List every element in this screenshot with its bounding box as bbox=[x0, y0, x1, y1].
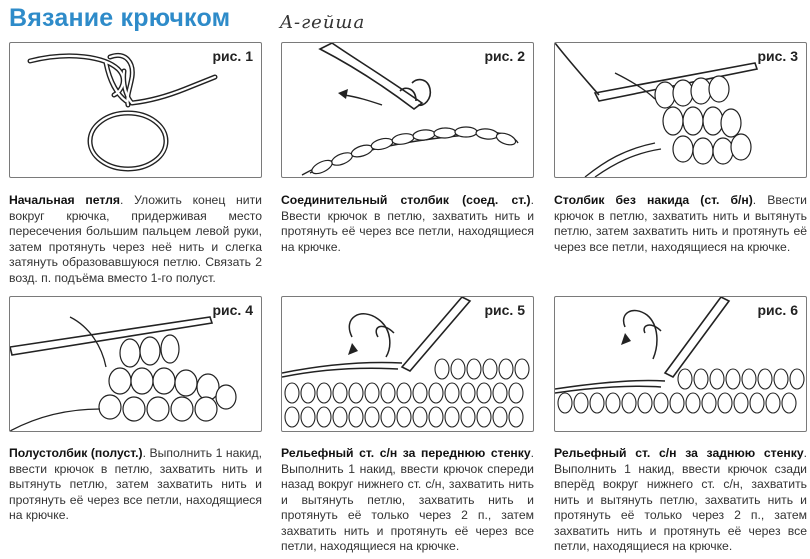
figure-2-label: рис. 2 bbox=[484, 48, 525, 64]
figure-4-label: рис. 4 bbox=[212, 302, 253, 318]
signature-watermark: A-гейша bbox=[280, 12, 366, 33]
figure-3-label: рис. 3 bbox=[757, 48, 798, 64]
figure-1-caption bbox=[9, 193, 262, 286]
figure-4-panel bbox=[9, 296, 262, 432]
figure-5-caption-text: . Выполнить 1 накид, ввести крючок спереди назад вокруг нижнего ст. с/н, захватить нить и вытянуть петлю, захватить нить и протянуть её только через 2 п., затем захватить нить и протянуть её через все петли, находящиеся на крючке. bbox=[281, 446, 534, 553]
figure-3-panel bbox=[554, 42, 807, 178]
figure-2-panel bbox=[281, 42, 534, 178]
figure-6-caption bbox=[554, 446, 807, 555]
figure-5-caption-title: Рельефный ст. с/н за переднюю стенку bbox=[281, 446, 531, 460]
figure-1-panel bbox=[9, 42, 262, 178]
figure-4-caption-text: . Выполнить 1 накид, ввести крючок в петлю, захватить нить и вытянуть петлю, затем захватить нить и протянуть её через все петли, находящиеся на крючке. bbox=[9, 446, 262, 522]
figure-6-label: рис. 6 bbox=[757, 302, 798, 318]
figure-2-caption-title: Соединительный столбик (соед. ст.) bbox=[281, 193, 531, 207]
figure-4-caption bbox=[9, 446, 262, 524]
figure-6-caption-text: . Выполнить 1 накид, ввести крючок сзади вперёд вокруг нижнего ст. с/н, захватить нить и вытянуть петлю, захватить нить и протянуть её только через 2 п., затем захватить нить и протянуть её через все петли, находящиеся на крючке. bbox=[554, 446, 807, 553]
figure-1-caption-title: Начальная петля bbox=[9, 193, 120, 207]
figure-2-caption-text: . Ввести крючок в петлю, захватить нить и протянуть её через все петли, находящиеся на крючке. bbox=[281, 193, 534, 254]
figure-3-caption bbox=[554, 193, 807, 255]
figure-1-caption-text: . Уложить конец нити вокруг крючка, придерживая место пересечения большим пальцем левой руки, затем протянуть через неё нить и слегка затянуть образовавшуюся петлю. Связать 2 возд. п. подъёма вместо 1-го полуст. bbox=[9, 193, 262, 285]
figure-5-caption bbox=[281, 446, 534, 555]
figure-3-caption-text: . Ввести крючок в петлю, захватить нить и вытянуть петлю, затем захватить нить и протянуть её через все петли, находящиеся на крючке. bbox=[554, 193, 807, 254]
figure-6-panel bbox=[554, 296, 807, 432]
figure-3-caption-title: Столбик без накида (ст. б/н) bbox=[554, 193, 753, 207]
figure-5-panel bbox=[281, 296, 534, 432]
figure-5-label: рис. 5 bbox=[484, 302, 525, 318]
figure-2-caption bbox=[281, 193, 534, 255]
figure-1-label: рис. 1 bbox=[212, 48, 253, 64]
figure-6-caption-title: Рельефный ст. с/н за заднюю стенку bbox=[554, 446, 804, 460]
figure-4-caption-title: Полустолбик (полуст.) bbox=[9, 446, 143, 460]
page-title: Вязание крючком bbox=[9, 4, 231, 32]
